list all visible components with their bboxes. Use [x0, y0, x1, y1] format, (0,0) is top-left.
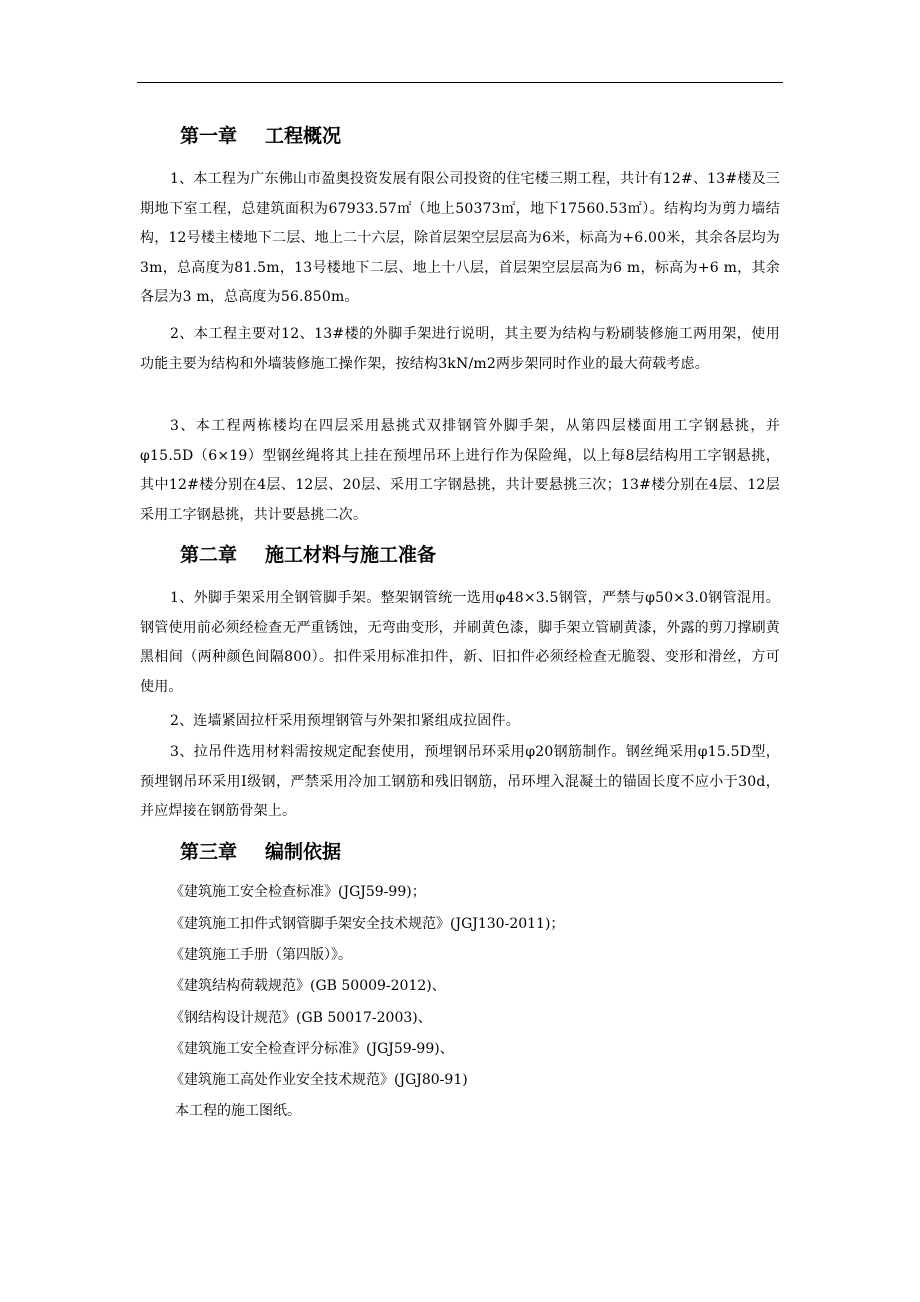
- reference-item: 《建筑施工高处作业安全技术规范》(JGJ80-91): [170, 1072, 468, 1088]
- reference-item: 本工程的施工图纸。: [175, 1103, 301, 1119]
- chapter-1-paragraph-2: 2、本工程主要对12、13#楼的外脚手架进行说明，其主要为结构与粉刷装修施工两用架，使用功能主要为结构和外墙装修施工操作架，按结构3kN/m2两步架同时作业的最大荷载考虑。: [140, 326, 780, 372]
- reference-item: 《建筑施工手册（第四版）》。: [170, 947, 352, 963]
- header-rule: [137, 82, 783, 83]
- chapter-1-title: 工程概况: [265, 125, 342, 147]
- chapter-1-number: 第一章: [180, 125, 238, 147]
- reference-item: 《建筑施工安全检查评分标准》(JGJ59-99)、: [170, 1041, 454, 1057]
- chapter-3-heading: [180, 832, 780, 872]
- chapter-1-paragraph-1: 1、本工程为广东佛山市盈奥投资发展有限公司投资的住宅楼三期工程，共计有12#、13#楼及三期地下室工程，总建筑面积为67933.57㎡（地上50373㎡，地下17560.53㎡）。结构均为剪力墙结构，12号楼主楼地下二层、地上二十六层，除首层架空层层高为6米，标高为+6.00米，其余各层均为3m，总高度为81.5m，13号楼地下二层、地上十八层，首层架空层层高为6 m，标高为+6 m，其余各层为3 m，总高度为56.850m。: [140, 171, 780, 305]
- chapter-2-number: 第二章: [180, 544, 238, 566]
- chapter-2-paragraph-2: 2、连墙紧固拉杆采用预埋钢管与外架扣紧组成拉固件。: [170, 713, 520, 729]
- reference-item: 《建筑结构荷载规范》(GB 50009-2012)、: [170, 978, 446, 994]
- chapter-1-paragraph-3: 3、本工程两栋楼均在四层采用悬挑式双排钢管外脚手架，从第四层楼面用工字钢悬挑，并φ15.5D（6×19）型钢丝绳将其上挂在预埋吊环上进行作为保险绳，以上每8层结构用工字钢悬挑，其中12#楼分别在4层、12层、20层、采用工字钢悬挑，共计要悬挑三次；13#楼分别在4层、12层采用工字钢悬挑，共计要悬挑二次。: [140, 418, 780, 523]
- chapter-3-number: 第三章: [180, 841, 238, 863]
- chapter-2-paragraph-1: 1、外脚手架采用全钢管脚手架。整架钢管统一选用φ48×3.5钢管，严禁与φ50×3.0钢管混用。钢管使用前必须经检查无严重锈蚀，无弯曲变形，并刷黄色漆，脚手架立管刷黄漆，外露的剪刀撑刷黄黑相间（两种颜色间隔800）。扣件采用标准扣件，新、旧扣件必须经检查无脆裂、变形和滑丝，方可使用。: [140, 590, 780, 695]
- chapter-3-title: 编制依据: [265, 841, 342, 863]
- chapter-2-paragraph-3: 3、拉吊件选用材料需按规定配套使用，预埋钢吊环采用φ20钢筋制作。钢丝绳采用φ15.5D型，预埋钢吊环采用Ⅰ级钢，严禁采用冷加工钢筋和残旧钢筋，吊环埋入混凝土的锚固长度不应小于30d，并应焊接在钢筋骨架上。: [140, 744, 780, 819]
- reference-item: 《建筑施工扣件式钢管脚手架安全技术规范》(JGJ130-2011)；: [170, 916, 565, 932]
- reference-item: 《钢结构设计规范》(GB 50017-2003)、: [170, 1010, 432, 1026]
- chapter-2-heading: [180, 535, 780, 575]
- reference-item: 《建筑施工安全检查标准》(JGJ59-99)；: [170, 884, 426, 900]
- chapter-2-title: 施工材料与施工准备: [265, 544, 437, 566]
- chapter-1-heading: [180, 116, 780, 156]
